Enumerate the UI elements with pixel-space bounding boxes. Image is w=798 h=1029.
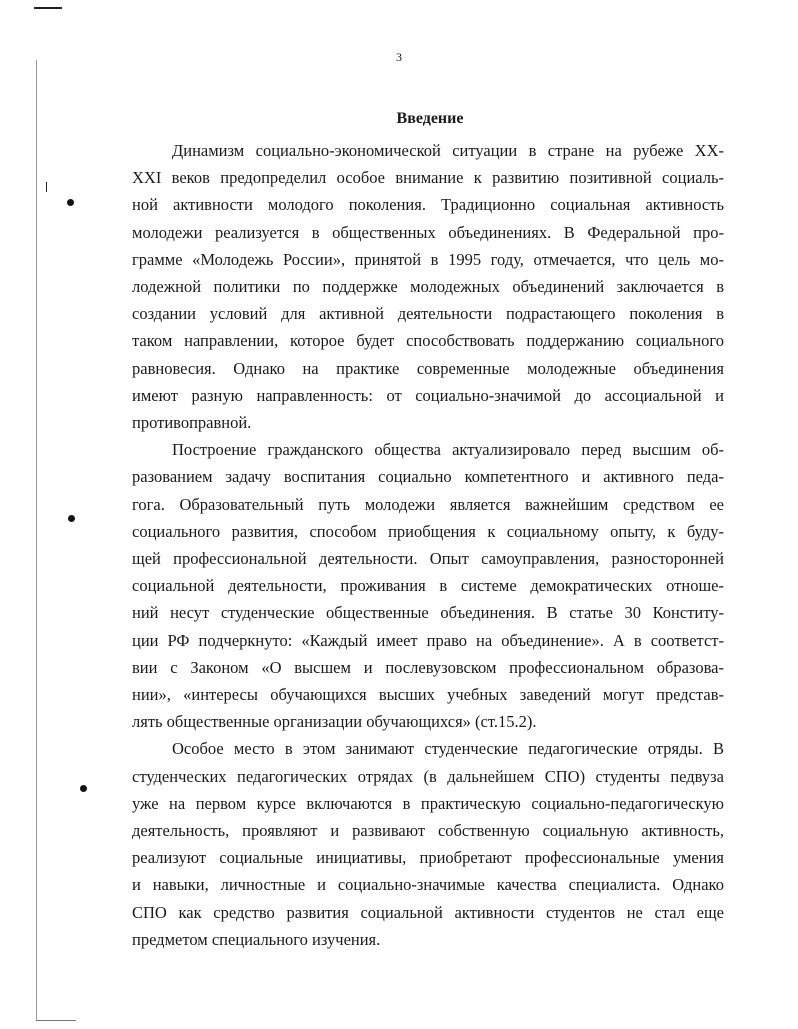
text-line: лять общественные организации обучающихся» (ст.15.2).	[132, 712, 537, 732]
text-line: социальной деятельности, проживания в системе демократических отноше-	[132, 576, 724, 596]
text-line: Особое место в этом занимают студенческие педагогические отряды. В	[172, 739, 724, 759]
text-line: молодежи реализуется в общественных объединениях. В Федеральной про-	[132, 222, 724, 242]
text-line: вии с Законом «О высшем и послевузовском профессиональном образова-	[132, 657, 724, 677]
text-line: Построение гражданского общества актуализировало перед высшим об-	[172, 440, 724, 460]
text-line: разованием задачу воспитания социально компетентного и активного педа-	[132, 467, 724, 487]
text-line: гога. Образовательный путь молодежи является важнейшим средством ее	[132, 494, 724, 514]
section-heading: Введение	[396, 110, 464, 127]
text-line: ной активности молодого поколения. Традиционно социальная активность	[132, 195, 724, 215]
scan-mark-left-edge	[36, 60, 37, 1020]
text-line: социального развития, способом приобщения к социальному опыту, к буду-	[132, 521, 724, 541]
text-line: лодежной политики по поддержке молодежных объединений заключается в	[132, 277, 724, 297]
scan-mark-tick	[46, 182, 47, 192]
text-line: ний несут студенческие общественные объединения. В статье 30 Конститу-	[132, 603, 724, 623]
punch-hole-mark	[80, 785, 87, 792]
text-line: нии», «интересы обучающихся высших учебных заведений могут представ-	[132, 685, 724, 705]
text-line: щей профессиональной деятельности. Опыт самоуправления, разносторонней	[132, 549, 724, 569]
text-line: таком направлении, которое будет способствовать поддержанию социального	[132, 331, 724, 351]
body-text	[132, 137, 724, 953]
paragraph-2	[132, 436, 724, 735]
text-line: и навыки, личностные и социально-значимые качества специалиста. Однако	[132, 875, 724, 895]
scan-mark-top	[34, 7, 62, 9]
text-line: имеют разную направленность: от социально-значимой до ассоциальной и	[132, 385, 724, 405]
text-line: XXI веков предопределил особое внимание к развитию позитивной социаль-	[132, 168, 724, 188]
text-line: создании условий для активной деятельности подрастающего поколения в	[132, 304, 724, 324]
text-line: ции РФ подчеркнуто: «Каждый имеет право на объединение». А в соответст-	[132, 630, 724, 650]
text-line: студенческих педагогических отрядах (в дальнейшем СПО) студенты педвуза	[132, 766, 724, 786]
text-line: уже на первом курсе включаются в практическую социально-педагогическую	[132, 793, 724, 813]
paragraph-1	[132, 137, 724, 436]
text-line: противоправной.	[132, 413, 252, 433]
punch-hole-mark	[68, 515, 75, 522]
text-line: грамме «Молодежь России», принятой в 1995 году, отмечается, что цель мо-	[132, 249, 724, 269]
paragraph-3	[132, 735, 724, 953]
text-line: предметом специального изучения.	[132, 929, 381, 949]
text-line: СПО как средство развития социальной активности студентов не стал еще	[132, 902, 724, 922]
scan-mark-bottom	[36, 1020, 76, 1021]
text-line: Динамизм социально-экономической ситуации в стране на рубеже XX-	[172, 141, 724, 160]
text-line: реализуют социальные инициативы, приобретают профессиональные умения	[132, 848, 724, 868]
text-line: деятельность, проявляют и развивают собственную социальную активность,	[132, 821, 724, 841]
text-line: равновесия. Однако на практике современные молодежные объединения	[132, 358, 724, 378]
page-number: 3	[396, 50, 402, 64]
punch-hole-mark	[67, 199, 74, 206]
